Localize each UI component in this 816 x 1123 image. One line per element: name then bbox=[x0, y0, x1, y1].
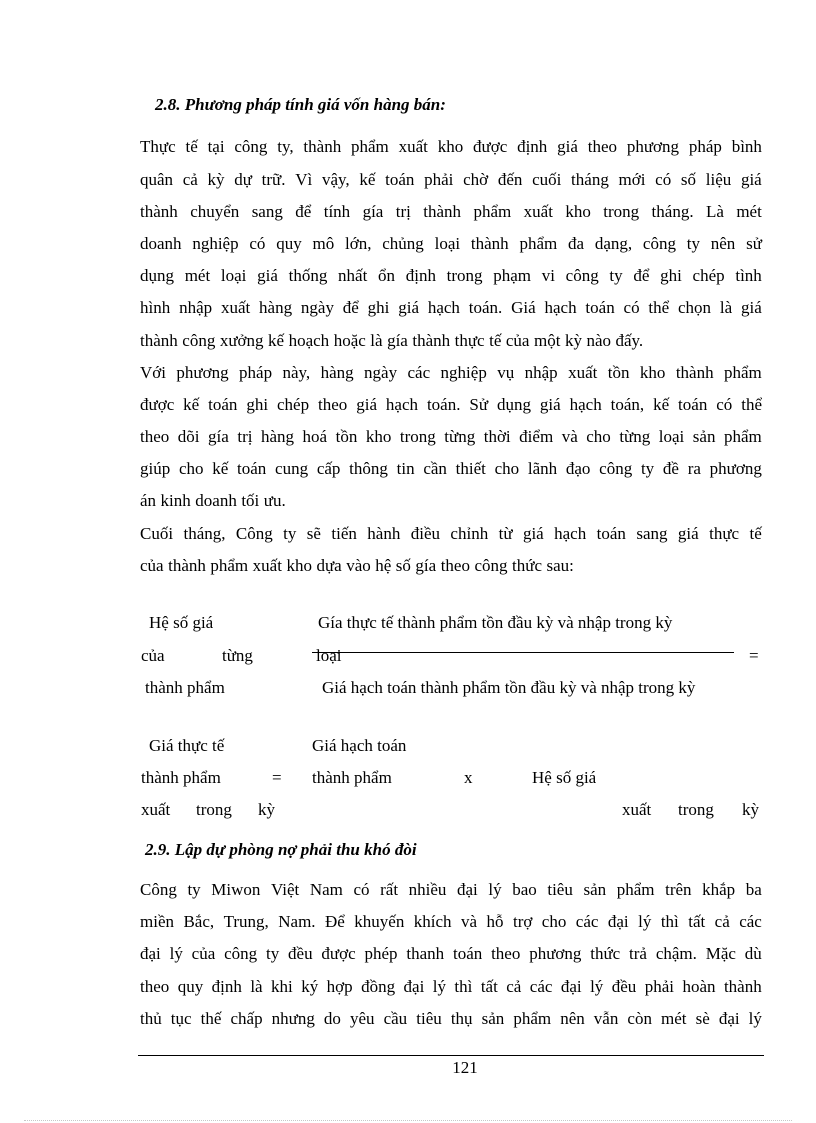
section-heading-2-9: 2.9. Lập dự phòng nợ phải thu khó đòi bbox=[145, 840, 417, 859]
body-line: theo quy định là khi ký hợp đồng đại lý thì tất cả các đại lý đều phải hoàn thành bbox=[140, 977, 762, 996]
formula2-left-line3b: trong bbox=[196, 800, 232, 819]
formula1-left-line1: Hệ số giá bbox=[149, 613, 214, 632]
body-line: thành công xưởng kế hoạch hoặc là gía thành thực tế của một kỳ nào đấy. bbox=[140, 331, 644, 350]
formula2-right-line3a: xuất bbox=[622, 800, 652, 819]
body-line: giúp cho kế toán cung cấp thông tin cần thiết cho lãnh đạo công ty đề ra phương bbox=[140, 459, 762, 478]
formula1-numerator: Gía thực tế thành phẩm tồn đầu kỳ và nhập trong kỳ bbox=[318, 613, 673, 632]
body-line: dụng mét loại giá thống nhất ổn định trong phạm vi công ty để ghi chép tình bbox=[140, 266, 762, 285]
body-line: doanh nghiệp có quy mô lớn, chủng loại thành phẩm đa dạng, công ty nên sử bbox=[140, 234, 762, 253]
formula2-right-line3c: kỳ bbox=[742, 800, 759, 819]
body-line: Cuối tháng, Công ty sẽ tiến hành điều chỉnh từ giá hạch toán sang giá thực tế bbox=[140, 524, 762, 543]
body-line: theo dõi gía trị hàng hoá tồn kho trong từng thời điểm và cho từng loại sản phẩm bbox=[140, 427, 762, 446]
body-line: thủ tục thế chấp nhưng do yêu cầu tiêu thụ sản phẩm nên vẫn còn mét sè đại lý bbox=[140, 1009, 762, 1028]
page-number: 121 bbox=[452, 1058, 478, 1077]
section-heading-2-8: 2.8. Phương pháp tính giá vốn hàng bán: bbox=[155, 95, 446, 114]
formula2-left-line2: thành phẩm bbox=[141, 768, 221, 787]
formula2-right-line1: Hệ số giá bbox=[532, 768, 597, 787]
body-line: đại lý của công ty đều được phép thanh toán theo phương thức trả chậm. Mặc dù bbox=[140, 944, 762, 963]
formula1-left-line2a: của bbox=[141, 646, 165, 665]
formula2-equals: = bbox=[272, 768, 282, 787]
body-line: hình nhập xuất hàng ngày để ghi giá hạch toán. Giá hạch toán có thể chọn là giá bbox=[140, 298, 762, 317]
body-line: án kinh doanh tối ưu. bbox=[140, 491, 286, 510]
body-line: miền Bắc, Trung, Nam. Để khuyến khích và hỗ trợ cho các đại lý thì tất cả các bbox=[140, 912, 762, 931]
formula2-middle-line1: Giá hạch toán bbox=[312, 736, 407, 755]
page-edge-dotted-border bbox=[24, 1120, 792, 1121]
formula2-times: x bbox=[464, 768, 473, 787]
body-line: Thực tế tại công ty, thành phẩm xuất kho được định giá theo phương pháp bình bbox=[140, 137, 762, 156]
formula1-left-line2b: từng bbox=[222, 646, 253, 665]
formula1-equals: = bbox=[749, 646, 759, 665]
formula1-denominator: Giá hạch toán thành phẩm tồn đầu kỳ và nhập trong kỳ bbox=[322, 678, 696, 697]
formula2-left-line3a: xuất bbox=[141, 800, 171, 819]
body-line: quân cả kỳ dự trữ. Vì vậy, kế toán phải chờ đến cuối tháng mới có số liệu giá bbox=[140, 170, 762, 189]
formula1-left-line3: thành phẩm bbox=[145, 678, 225, 697]
body-line: được kế toán ghi chép theo giá hạch toán. Sử dụng giá hạch toán, kế toán có thể bbox=[140, 395, 762, 414]
body-line: thành chuyển sang để tính gía trị thành phẩm xuất kho trong tháng. Là mét bbox=[140, 202, 762, 221]
body-line: của thành phẩm xuất kho dựa vào hệ số gía theo công thức sau: bbox=[140, 556, 574, 575]
body-line: Công ty Miwon Việt Nam có rất nhiều đại lý bao tiêu sản phẩm trên khắp ba bbox=[140, 880, 762, 899]
formula2-right-line3b: trong bbox=[678, 800, 714, 819]
formula2-left-line3c: kỳ bbox=[258, 800, 275, 819]
formula2-left-line1: Giá thực tế bbox=[149, 736, 225, 755]
fraction-bar bbox=[312, 652, 734, 653]
formula2-middle-line2: thành phẩm bbox=[312, 768, 392, 787]
body-line: Với phương pháp này, hàng ngày các nghiệp vụ nhập xuất tồn kho thành phẩm bbox=[140, 363, 762, 382]
formula1-numerator-wrap: loại bbox=[316, 646, 342, 665]
footer-rule bbox=[138, 1055, 764, 1056]
